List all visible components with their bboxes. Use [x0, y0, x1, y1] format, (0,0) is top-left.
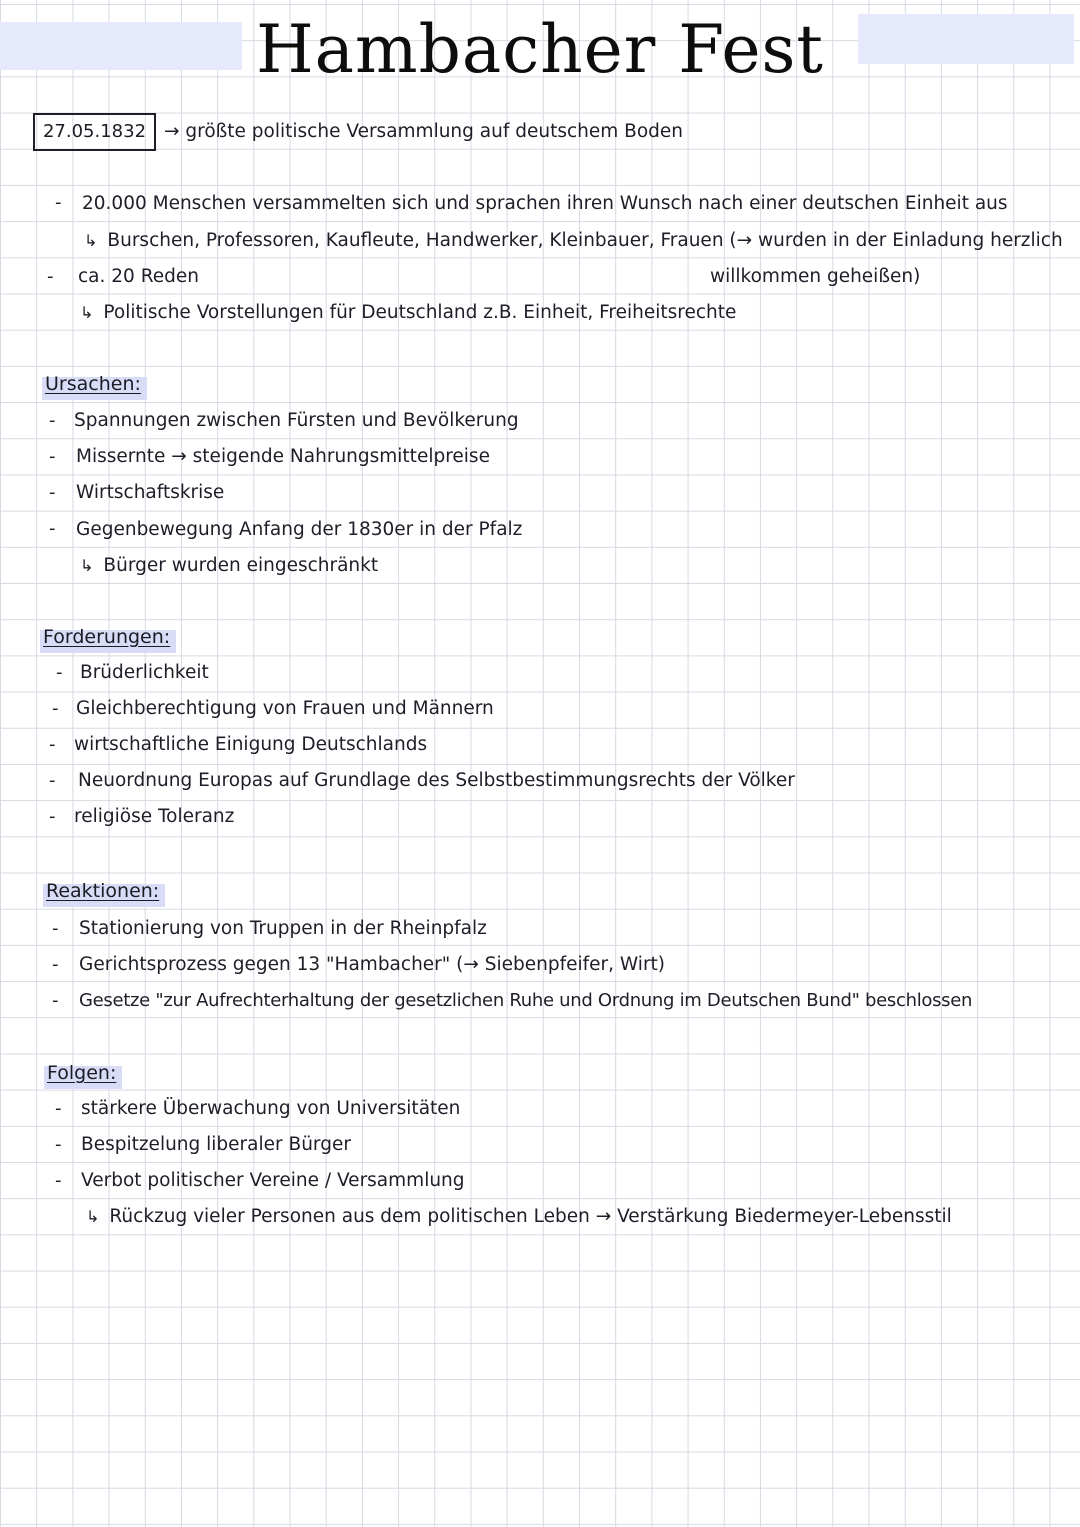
dash-icon: -: [55, 1134, 62, 1155]
intro-bullet-1: 20.000 Menschen versammelten sich und sprachen ihren Wunsch nach einer deutschen Einheit aus: [82, 193, 1008, 214]
intro-description: → größte politische Versammlung auf deutschem Boden: [164, 121, 684, 142]
return-arrow-icon: ↳: [80, 303, 94, 322]
dash-icon: -: [52, 990, 59, 1011]
dash-icon: -: [56, 662, 63, 683]
date-box: 27.05.1832: [33, 113, 156, 151]
dash-icon: -: [49, 734, 56, 755]
dash-icon: -: [55, 1170, 62, 1191]
dash-icon: -: [52, 918, 59, 939]
folgen-item: Bespitzelung liberaler Bürger: [81, 1134, 351, 1155]
dash-icon: -: [49, 446, 56, 467]
reaktionen-item: Gerichtsprozess gegen 13 "Hambacher" (→ Siebenpfeifer, Wirt): [79, 954, 666, 975]
dash-icon: -: [47, 266, 54, 287]
intro-bullet-1-sub-continued: willkommen geheißen): [710, 266, 921, 287]
ursachen-item: Spannungen zwischen Fürsten und Bevölkerung: [74, 410, 519, 431]
ursachen-item: Gegenbewegung Anfang der 1830er in der Pfalz: [76, 519, 523, 540]
folgen-sub: [86, 1204, 952, 1230]
return-arrow-icon: ↳: [84, 231, 98, 250]
dash-icon: -: [49, 518, 56, 539]
dash-icon: -: [49, 770, 56, 791]
dash-icon: -: [49, 410, 56, 431]
ursachen-sub: [80, 553, 378, 579]
dash-icon: -: [49, 806, 56, 827]
folgen-sub-text: Rückzug vieler Personen aus dem politischen Leben → Verstärkung Biedermeyer-Lebensstil: [109, 1206, 952, 1227]
return-arrow-icon: ↳: [80, 556, 94, 575]
dash-icon: -: [55, 1098, 62, 1119]
folgen-item: stärkere Überwachung von Universitäten: [81, 1098, 461, 1119]
forderungen-item: Neuordnung Europas auf Grundlage des Selbstbestimmungsrechts der Völker: [78, 770, 795, 791]
ursachen-item: Wirtschaftskrise: [76, 482, 225, 503]
forderungen-item: Brüderlichkeit: [80, 662, 209, 683]
reaktionen-item: Stationierung von Truppen in der Rheinpfalz: [79, 918, 487, 939]
intro-bullet-2: ca. 20 Reden: [78, 266, 199, 287]
section-heading-reaktionen: Reaktionen:: [46, 880, 160, 902]
intro-bullet-2-sub: [80, 300, 736, 326]
dash-icon: -: [52, 698, 59, 719]
dash-icon: -: [52, 954, 59, 975]
ursachen-item: Missernte → steigende Nahrungsmittelpreise: [76, 446, 490, 467]
dash-icon: -: [55, 192, 62, 213]
intro-bullet-1-sub: [84, 228, 1063, 254]
section-heading-folgen: Folgen:: [47, 1062, 117, 1084]
dash-icon: -: [49, 482, 56, 503]
return-arrow-icon: ↳: [86, 1207, 100, 1226]
intro-bullet-1-sub-text: Burschen, Professoren, Kaufleute, Handwerker, Kleinbauer, Frauen (→ wurden in der Einladung herzlich: [107, 230, 1063, 251]
intro-bullet-2-sub-text: Politische Vorstellungen für Deutschland z.B. Einheit, Freiheitsrechte: [103, 302, 737, 323]
reaktionen-item: Gesetze "zur Aufrechterhaltung der gesetzlichen Ruhe und Ordnung im Deutschen Bund" beschlossen: [79, 990, 973, 1011]
forderungen-item: Gleichberechtigung von Frauen und Männern: [76, 698, 494, 719]
forderungen-item: religiöse Toleranz: [74, 806, 235, 827]
section-heading-ursachen: Ursachen:: [45, 373, 141, 395]
page-title: Hambacher Fest: [256, 11, 824, 88]
ursachen-sub-text: Bürger wurden eingeschränkt: [103, 555, 379, 576]
section-heading-forderungen: Forderungen:: [43, 626, 171, 648]
forderungen-item: wirtschaftliche Einigung Deutschlands: [74, 734, 428, 755]
folgen-item: Verbot politischer Vereine / Versammlung: [81, 1170, 465, 1191]
